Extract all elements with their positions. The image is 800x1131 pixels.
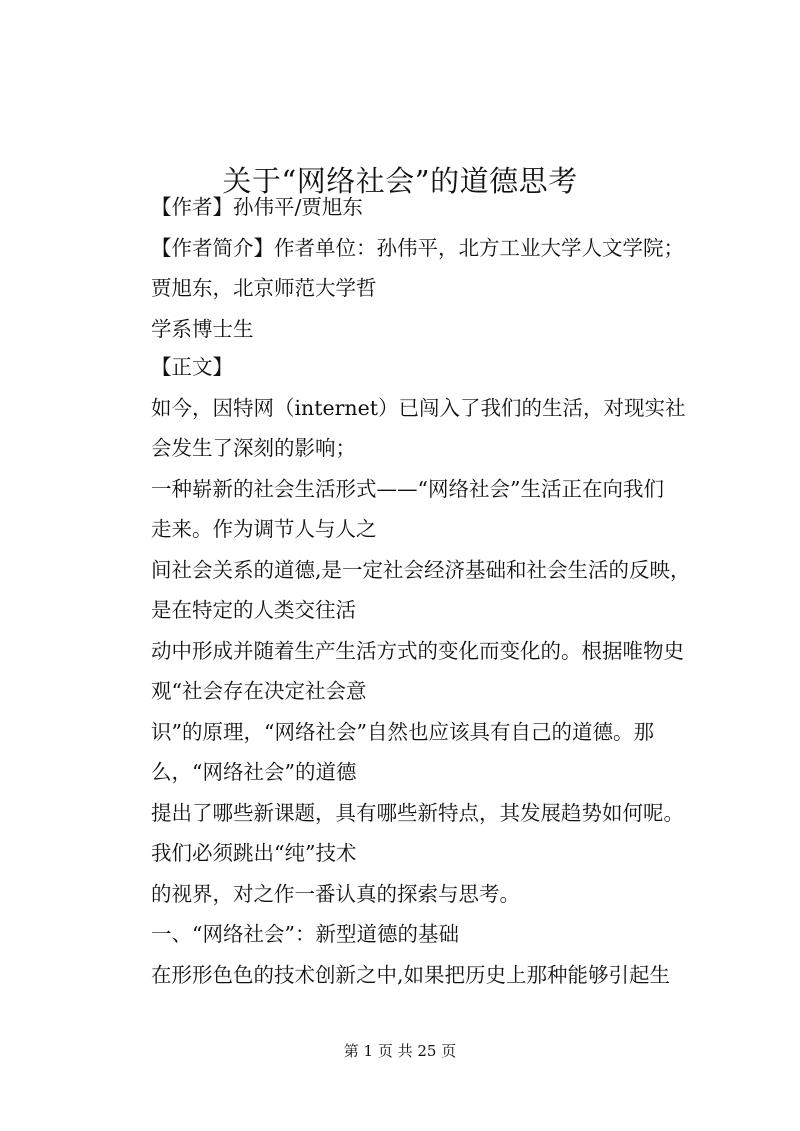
text-line: 的视界，对之作一番认真的探索与思考。 — [151, 882, 520, 906]
author-paragraph — [109, 187, 719, 227]
text-line: 我们必须跳出“纯”技术 — [151, 841, 357, 865]
text-line: 是在特定的人类交往活 — [151, 598, 356, 622]
text-line: 观“社会存在决定社会意 — [151, 679, 367, 703]
text-line: 【作者简介】作者单位：孙伟平，北方工业大学人文学院； — [151, 236, 684, 260]
body-paragraph — [109, 712, 719, 792]
body-paragraph — [109, 955, 719, 995]
text-line: 提出了哪些新课题，具有哪些新特点，其发展趋势如何呢。 — [151, 801, 684, 825]
text-line: 学系博士生 — [151, 317, 254, 341]
section-heading — [109, 914, 719, 954]
text-line: 【作者】孙伟平/贾旭东 — [151, 195, 363, 219]
text-line: 贾旭东，北京师范大学哲 — [151, 276, 377, 300]
body-paragraph — [109, 469, 719, 549]
body-paragraph — [109, 631, 719, 711]
text-line: 【正文】 — [151, 355, 233, 379]
text-line: 走来。作为调节人与人之 — [151, 517, 377, 541]
body-paragraph — [109, 793, 719, 873]
author-intro-paragraph — [109, 228, 719, 308]
body-paragraph — [109, 550, 719, 630]
body-heading-paragraph — [109, 347, 719, 387]
text-line: 会发生了深刻的影响； — [151, 436, 356, 460]
text-line: 如今，因特网（internet）已闯入了我们的生活，对现实社 — [151, 396, 686, 420]
text-line: 一、“网络社会”：新型道德的基础 — [151, 922, 459, 946]
text-line: 一种崭新的社会生活形式——“网络社会”生活正在向我们 — [151, 477, 664, 501]
text-line: 在形形色色的技术创新之中,如果把历史上那种能够引起生 — [151, 963, 671, 987]
body-paragraph — [109, 874, 719, 914]
text-line: 识”的原理，“网络社会”自然也应该具有自己的道德。那 — [151, 720, 654, 744]
body-paragraph — [109, 388, 719, 468]
author-intro-continued-paragraph — [109, 309, 719, 349]
text-line: 动中形成并随着生产生活方式的变化而变化的。根据唯物史 — [151, 639, 684, 663]
text-line: 么，“网络社会”的道德 — [151, 760, 357, 784]
text-line: 间社会关系的道德,是一定社会经济基础和社会生活的反映， — [151, 558, 691, 582]
page-footer: 第 1 页 共 25 页 — [343, 1042, 457, 1060]
document-title: 关于“网络社会”的道德思考 — [222, 164, 578, 199]
